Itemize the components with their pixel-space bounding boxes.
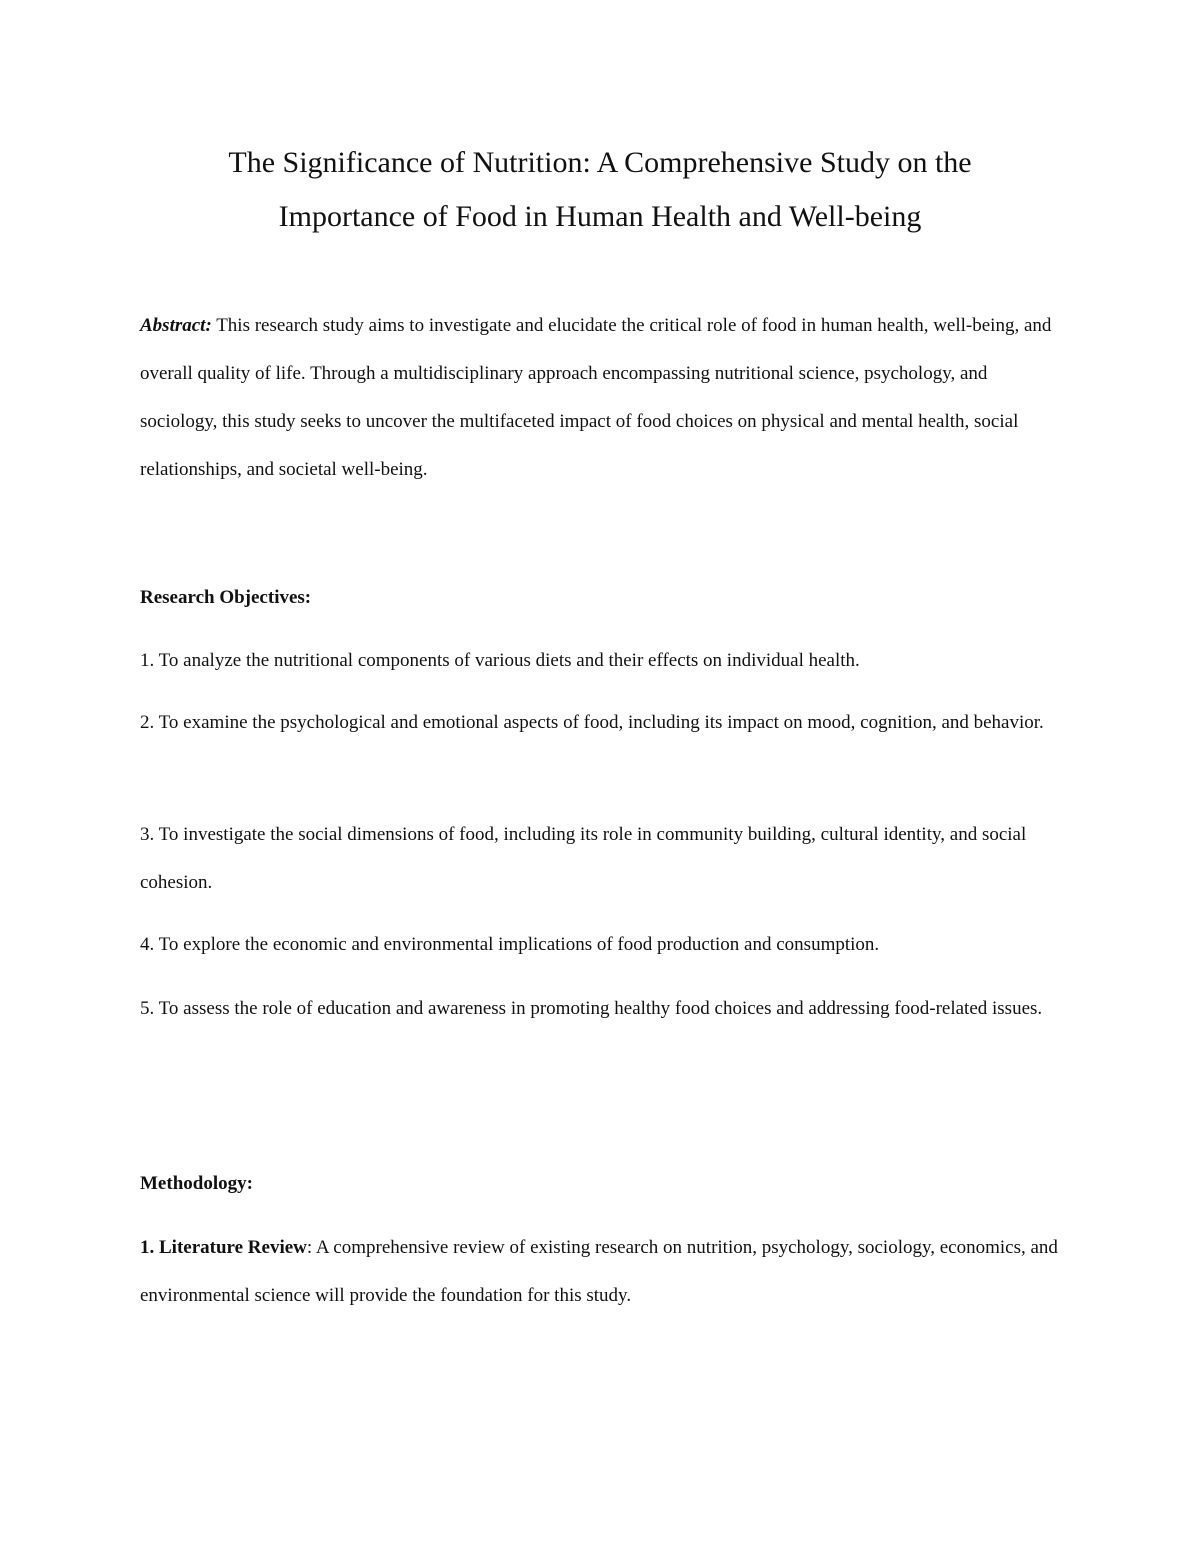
- objective-item-1: 1. To analyze the nutritional components of various diets and their effects on individual health.: [140, 650, 860, 671]
- methodology-item-1-term: 1. Literature Review: [140, 1237, 307, 1258]
- abstract-label: Abstract:: [140, 315, 212, 336]
- abstract-paragraph: [140, 302, 1060, 494]
- title-line-2: Importance of Food in Human Health and Well-being: [278, 200, 922, 233]
- abstract-text: This research study aims to investigate and elucidate the critical role of food in human health, well-being, and overall quality of life. Through a multidisciplinary approach encompassing nutritional science, psychology, and sociology, this study seeks to uncover the multifaceted impact of food choices on physical and mental health, social relationships, and societal well-being.: [140, 315, 1052, 480]
- objective-item-4: 4. To explore the economic and environmental implications of food production and consumption.: [140, 934, 880, 955]
- methodology-item-1: [140, 1224, 1060, 1320]
- objective-item-3: 3. To investigate the social dimensions of food, including its role in community building, cultural identity, and social cohesion.: [140, 824, 1027, 893]
- title-line-1: The Significance of Nutrition: A Comprehensive Study on the: [228, 146, 972, 179]
- methodology-heading: Methodology:: [140, 1173, 253, 1194]
- document-title: [100, 136, 1100, 244]
- objective-item-5: 5. To assess the role of education and awareness in promoting healthy food choices and addressing food-related issues.: [140, 998, 1043, 1019]
- research-objectives-heading: Research Objectives:: [140, 587, 312, 608]
- methodology-item-1-text: : A comprehensive review of existing research on nutrition, psychology, sociology, economics, and environmental science will provide the foundation for this study.: [140, 1237, 1058, 1306]
- objective-item-2: 2. To examine the psychological and emotional aspects of food, including its impact on mood, cognition, and behavior.: [140, 712, 1044, 733]
